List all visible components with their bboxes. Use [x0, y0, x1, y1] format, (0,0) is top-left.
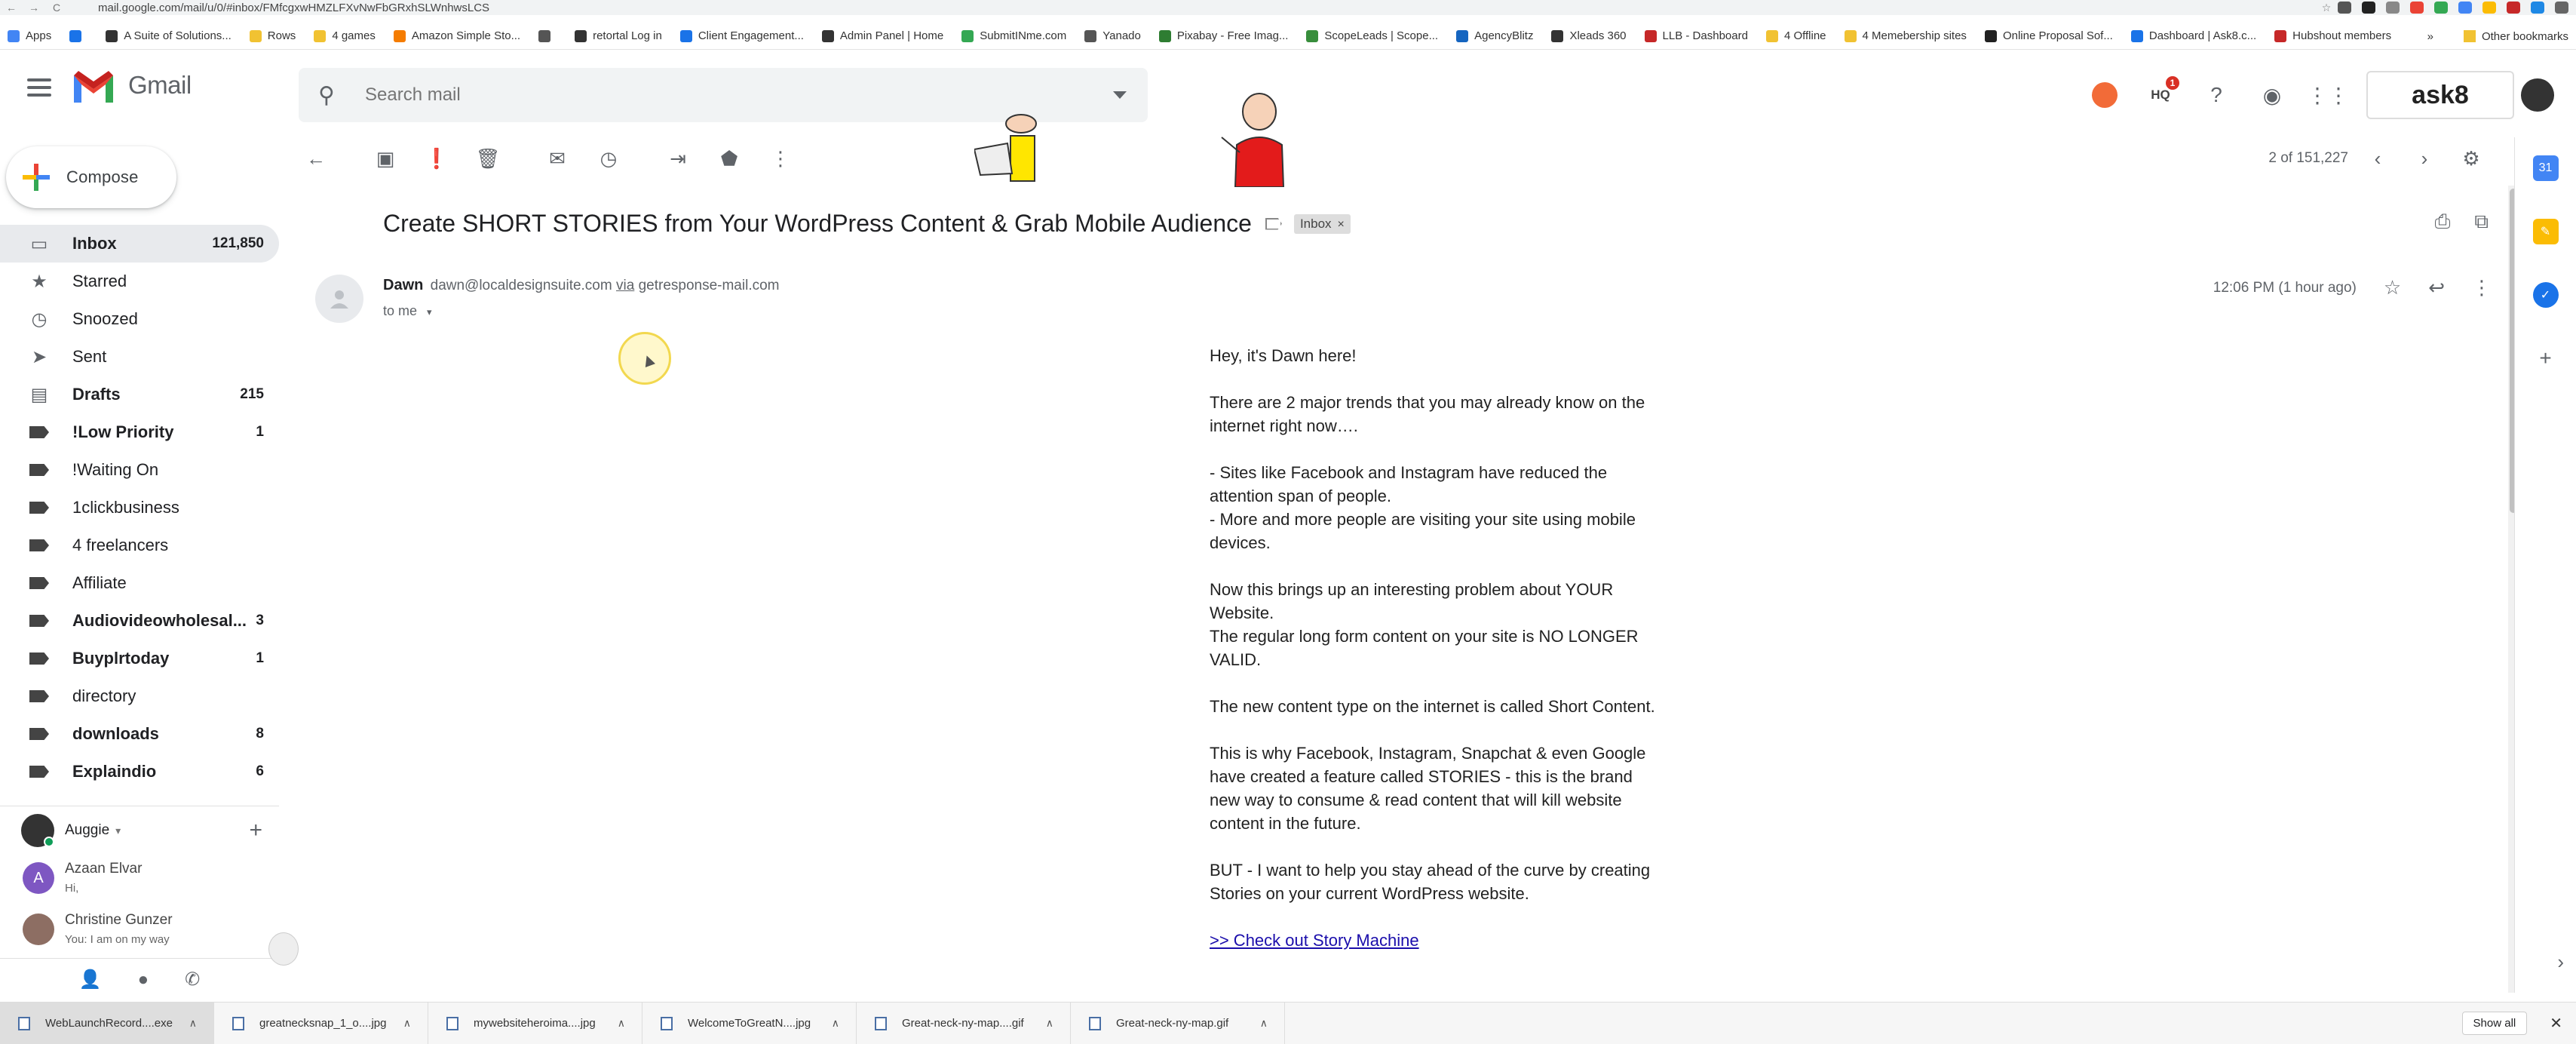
- bookmark-item[interactable]: [250, 29, 296, 42]
- extension-icon[interactable]: [2482, 2, 2496, 14]
- file-icon: [446, 1017, 458, 1030]
- bookmark-label: 4 games: [332, 29, 376, 42]
- gmail-m-icon: [71, 68, 116, 103]
- tasks-icon[interactable]: ✓: [2533, 282, 2559, 308]
- pager-count: 2 of 151,227: [2268, 150, 2348, 166]
- file-icon: [875, 1017, 887, 1030]
- bookmarks-bar: [0, 23, 2576, 50]
- add-addon-icon[interactable]: +: [2539, 346, 2552, 370]
- browser-url-bar: [0, 0, 2576, 15]
- new-chat-icon[interactable]: +: [249, 818, 262, 843]
- bookmark-item[interactable]: [680, 29, 804, 42]
- extension-orange-icon[interactable]: [2087, 78, 2122, 112]
- sidebar-item-4-freelancers[interactable]: [0, 527, 279, 564]
- bookmark-item[interactable]: [575, 29, 662, 42]
- extension-icon[interactable]: [2531, 2, 2544, 14]
- side-panel: [2514, 137, 2576, 993]
- bookmark-favicon-icon: [1456, 30, 1468, 42]
- download-filename: Great-neck-ny-map.gif: [1116, 1017, 1229, 1030]
- download-bar: [0, 1002, 2576, 1044]
- bookmark-label: Yanado: [1102, 29, 1141, 42]
- label-icon: [29, 723, 50, 745]
- bookmark-favicon-icon: [106, 30, 118, 42]
- sidebar-item-label: directory: [72, 686, 136, 705]
- sidebar-item-low-priority[interactable]: [0, 413, 279, 451]
- address-field[interactable]: mail.google.com/mail/u/0/#inbox/FMfcgxwHMZLFXvNwFbGRxhSLWnhwsLCS: [98, 1, 490, 14]
- file-icon: [661, 1017, 673, 1030]
- body-paragraph: Hey, it's Dawn here!: [1210, 346, 1357, 365]
- bookmark-item[interactable]: [1766, 29, 1826, 42]
- label-icon: [29, 497, 50, 518]
- remove-label-icon[interactable]: ×: [1337, 217, 1345, 231]
- bookmark-favicon-icon: [2131, 30, 2143, 42]
- forward-icon[interactable]: →: [29, 2, 39, 14]
- bookmark-label: Online Proposal Sof...: [2002, 29, 2113, 42]
- move-to-icon[interactable]: ⇥: [670, 146, 686, 170]
- label-icon: [29, 686, 50, 707]
- bookmark-item[interactable]: [69, 30, 87, 42]
- sidebar-item-waiting-on[interactable]: [0, 451, 279, 489]
- body-paragraph: This is why Facebook, Instagram, Snapchat & even Google have created a feature called STORIES - this is the brand new way to consume & read content that will kill website content in the future.: [1210, 744, 1646, 833]
- message-time: 12:06 PM (1 hour ago): [2213, 279, 2357, 296]
- email-subject: Create SHORT STORIES from Your WordPress Content & Grab Mobile Audience: [383, 210, 1252, 237]
- star-icon[interactable]: ☆: [2383, 276, 2402, 299]
- more-bookmarks-icon[interactable]: »: [2427, 29, 2433, 43]
- recipient-details[interactable]: [383, 303, 432, 319]
- subject-actions: [2435, 210, 2489, 234]
- hangouts-user-name: Auggie: [65, 822, 110, 838]
- via-link[interactable]: via: [616, 278, 635, 293]
- search-input[interactable]: [365, 84, 1044, 106]
- archive-icon[interactable]: ▣: [376, 146, 395, 170]
- sidebar-item-label: Affiliate: [72, 573, 127, 592]
- unread-count: 3: [256, 613, 264, 628]
- unread-count: 6: [256, 763, 264, 779]
- mouse-cursor: [618, 332, 671, 385]
- download-item[interactable]: [428, 1003, 642, 1044]
- snooze-icon[interactable]: ◷: [600, 146, 618, 170]
- email-body: [1210, 344, 1662, 952]
- bookmark-label: Amazon Simple Sto...: [411, 29, 521, 42]
- reply-icon[interactable]: ↩: [2428, 276, 2445, 299]
- bookmark-label: 4 Offline: [1783, 29, 1826, 42]
- bookmark-label: 4 Memebership sites: [1862, 29, 1967, 42]
- download-item[interactable]: [642, 1003, 857, 1044]
- chat-contact[interactable]: [0, 855, 279, 906]
- bookmark-label: Pixabay - Free Imag...: [1176, 29, 1289, 42]
- extension-icon[interactable]: [2410, 2, 2424, 14]
- bookmark-favicon-icon: [1766, 30, 1778, 42]
- body-paragraph: - Sites like Facebook and Instagram have reduced the attention span of people. - More and more people are visiting your site using mobile devices.: [1210, 463, 1636, 552]
- more-vert-icon[interactable]: ⋮: [2472, 276, 2492, 299]
- chat-icon[interactable]: ●: [137, 969, 149, 990]
- sender-line: [383, 277, 780, 294]
- bookmark-favicon-icon: [1845, 30, 1857, 42]
- extension-icons: [2338, 2, 2568, 14]
- message-meta: [2213, 276, 2492, 299]
- sidebar-item-label: Buyplrtoday: [72, 649, 170, 668]
- story-machine-link[interactable]: >> Check out Story Machine: [1210, 931, 1419, 950]
- label-icon: [29, 422, 50, 443]
- bookmark-item[interactable]: [1456, 29, 1533, 42]
- label-icon: [29, 459, 50, 481]
- expand-panel-icon[interactable]: ›: [2557, 950, 2564, 973]
- bookmark-item[interactable]: [394, 29, 520, 42]
- compose-label: Compose: [66, 167, 139, 186]
- sidebar-item-audiovideowholesal[interactable]: [0, 602, 279, 640]
- contact-list: [0, 855, 279, 957]
- sidebar-item-label: 4 freelancers: [72, 536, 169, 554]
- bookmark-favicon-icon: [680, 30, 692, 42]
- bookmark-label: retortal Log in: [593, 29, 662, 42]
- bookmark-favicon-icon: [1985, 30, 1997, 42]
- back-icon[interactable]: ←: [6, 2, 17, 14]
- compose-plus-icon: [23, 164, 50, 191]
- sidebar-item-affiliate[interactable]: [0, 564, 279, 602]
- bookmark-label: Xleads 360: [1569, 29, 1627, 42]
- unread-count: 1: [256, 650, 264, 666]
- help-icon[interactable]: ?: [2210, 83, 2222, 106]
- bookmark-item[interactable]: [2274, 29, 2391, 42]
- bookmark-label: A Suite of Solutions...: [124, 29, 232, 42]
- label-chip: [1294, 214, 1351, 234]
- bookmark-favicon-icon: [394, 30, 406, 42]
- bookmark-label: Rows: [267, 29, 296, 42]
- bookmark-item[interactable]: [538, 30, 557, 42]
- account-switch-icon[interactable]: ◉: [2262, 83, 2282, 107]
- other-bookmarks[interactable]: Other bookmarks: [2481, 29, 2568, 43]
- extension-icon[interactable]: [2386, 2, 2400, 14]
- bookmark-item[interactable]: [961, 29, 1066, 42]
- more-options-icon[interactable]: ⋮: [771, 146, 790, 170]
- sidebar-item-label: Audiovideowholesal...: [72, 611, 247, 630]
- bookmark-favicon-icon: [538, 30, 550, 42]
- bookmark-favicon-icon: [1084, 30, 1096, 42]
- bookmark-item[interactable]: [314, 29, 376, 42]
- sidebar-item-explaindio[interactable]: [0, 753, 279, 791]
- header-actions: [2087, 68, 2576, 122]
- via-domain: getresponse-mail.com: [638, 278, 780, 293]
- sidebar-item-sent[interactable]: [0, 338, 279, 376]
- download-item[interactable]: [857, 1003, 1071, 1044]
- label-icon: [29, 648, 50, 669]
- download-item[interactable]: [0, 1003, 214, 1044]
- extension-icon[interactable]: [2458, 2, 2472, 14]
- bookmark-label: SubmitINme.com: [980, 29, 1067, 42]
- draft-icon: ▤: [30, 384, 48, 405]
- download-filename: mywebsiteheroima....jpg: [474, 1017, 596, 1030]
- bookmark-favicon-icon: [822, 30, 834, 42]
- bookmark-favicon-icon: [2274, 30, 2286, 42]
- back-to-inbox-icon[interactable]: ←: [306, 146, 326, 170]
- label-icon: [29, 610, 50, 631]
- sidebar-item-label: Explaindio: [72, 762, 157, 781]
- label-icon: [29, 761, 50, 782]
- sender-avatar: [315, 275, 363, 323]
- bookmark-item[interactable]: [2131, 29, 2256, 42]
- notification-badge: 1: [2166, 76, 2179, 90]
- extension-icon[interactable]: [2362, 2, 2375, 14]
- bookmarks-overflow: [2417, 23, 2568, 50]
- body-paragraph: There are 2 major trends that you may already know on the internet right now….: [1210, 393, 1645, 435]
- contact-name: Azaan Elvar: [65, 861, 143, 877]
- extension-icon[interactable]: [2338, 2, 2351, 14]
- sidebar-item-directory[interactable]: [0, 677, 279, 715]
- hq-icon[interactable]: HQ 1: [2143, 78, 2178, 112]
- contact-name: Christine Gunzer: [65, 912, 173, 928]
- unread-count: 215: [240, 386, 264, 402]
- download-item[interactable]: [1071, 1003, 1285, 1044]
- sidebar-item-starred[interactable]: [0, 263, 279, 300]
- bookmark-label: ScopeLeads | Scope...: [1324, 29, 1439, 42]
- bookmark-item[interactable]: [1084, 29, 1141, 42]
- sidebar-item-1clickbusiness[interactable]: [0, 489, 279, 527]
- labels-icon[interactable]: ⬟: [720, 146, 738, 170]
- contacts-icon[interactable]: 👤: [78, 969, 102, 990]
- sidebar-item-label: Starred: [72, 272, 127, 290]
- calendar-icon[interactable]: 31: [2533, 155, 2559, 181]
- bookmark-label: Apps: [26, 29, 52, 42]
- label-icon: [29, 535, 50, 556]
- chat-contact[interactable]: [0, 906, 279, 957]
- hangouts-user[interactable]: [0, 806, 279, 855]
- unread-count: 121,850: [212, 235, 264, 251]
- bookmark-favicon-icon: [1159, 30, 1171, 42]
- chevron-up-icon[interactable]: ∧: [1259, 1017, 1268, 1029]
- inbox-icon: ▭: [30, 233, 48, 254]
- search-icon[interactable]: ⚲: [318, 82, 335, 108]
- body-paragraph: BUT - I want to help you stay ahead of the curve by creating Stories on your current WordPress website.: [1210, 861, 1651, 903]
- sidebar-item-label: Inbox: [72, 234, 117, 253]
- sidebar-item-snoozed[interactable]: [0, 300, 279, 338]
- sidebar-item-label: Snoozed: [72, 309, 138, 328]
- bookmark-favicon-icon: [1306, 30, 1318, 42]
- bookmark-item[interactable]: [822, 29, 943, 42]
- bookmark-item[interactable]: [1985, 29, 2113, 42]
- email-subject-row: [383, 210, 1351, 238]
- newer-icon[interactable]: ‹: [2374, 146, 2381, 170]
- download-item[interactable]: [214, 1003, 428, 1044]
- sidebar-item-buyplrtoday[interactable]: [0, 640, 279, 677]
- keep-icon[interactable]: ✎: [2533, 219, 2559, 244]
- file-icon: [18, 1017, 30, 1030]
- chevron-up-icon[interactable]: ∧: [189, 1017, 197, 1029]
- search-options-icon[interactable]: [1113, 91, 1127, 99]
- sidebar-item-inbox[interactable]: [0, 225, 279, 263]
- download-filename: greatnecksnap_1_o....jpg: [259, 1017, 387, 1030]
- open-new-window-icon[interactable]: ⧉: [2474, 210, 2489, 232]
- clock-icon: ◷: [31, 309, 48, 330]
- bookmark-favicon-icon: [69, 30, 81, 42]
- user-avatar: [21, 814, 54, 847]
- bookmark-favicon-icon: [250, 30, 262, 42]
- pager: [2268, 137, 2489, 180]
- bookmark-item[interactable]: [1306, 29, 1438, 42]
- bookmark-label: Admin Panel | Home: [839, 29, 944, 42]
- bookmark-favicon-icon: [575, 30, 587, 42]
- sidebar-item-label: downloads: [72, 724, 159, 743]
- label-icon: [29, 573, 50, 594]
- bookmark-label: Dashboard | Ask8.c...: [2148, 29, 2257, 42]
- file-icon: [1089, 1017, 1101, 1030]
- contact-last-message: You: I am on my way: [65, 933, 170, 946]
- extension-icon[interactable]: [2555, 2, 2568, 14]
- profile-avatar[interactable]: [2520, 78, 2555, 112]
- unread-count: 8: [256, 726, 264, 742]
- bookmark-item[interactable]: [1645, 29, 1748, 42]
- extension-icon[interactable]: [2434, 2, 2448, 14]
- bookmark-favicon-icon: [961, 30, 974, 42]
- extension-icon[interactable]: [2507, 2, 2520, 14]
- bookmark-label: Client Engagement...: [698, 29, 804, 42]
- bookmark-label: AgencyBlitz: [1474, 29, 1534, 42]
- bookmark-favicon-icon: [1551, 30, 1563, 42]
- bookmark-item[interactable]: [8, 29, 51, 42]
- app-name: Gmail: [128, 71, 192, 99]
- bookmark-star-icon[interactable]: ☆: [2321, 1, 2332, 14]
- download-filename: Great-neck-ny-map....gif: [902, 1017, 1024, 1030]
- contact-avatar: [23, 914, 54, 945]
- file-icon: [232, 1017, 244, 1030]
- sidebar-item-label: 1clickbusiness: [72, 498, 179, 517]
- chevron-up-icon[interactable]: ∧: [1045, 1017, 1053, 1029]
- download-filename: WebLaunchRecord....exe: [45, 1017, 173, 1030]
- sidebar-item-label: !Low Priority: [72, 422, 174, 441]
- bookmark-item[interactable]: [1845, 29, 1967, 42]
- bookmark-favicon-icon: [314, 30, 326, 42]
- show-all-downloads-button[interactable]: Show all: [2462, 1012, 2528, 1035]
- body-paragraph: Now this brings up an interesting problem about YOUR Website. The regular long form content on your site is NO LONGER VALID.: [1210, 580, 1639, 669]
- delete-icon[interactable]: 🗑: [475, 146, 501, 170]
- download-filename: WelcomeToGreatN....jpg: [688, 1017, 811, 1030]
- hangouts-pop-icon[interactable]: [268, 932, 299, 966]
- sidebar-item-downloads[interactable]: [0, 715, 279, 753]
- bookmark-item[interactable]: [1551, 29, 1626, 42]
- bookmark-favicon-icon: [8, 30, 20, 42]
- chevron-up-icon[interactable]: ∧: [617, 1017, 625, 1029]
- bookmark-favicon-icon: [1645, 30, 1657, 42]
- recipient-text: to me: [383, 303, 418, 318]
- chevron-up-icon[interactable]: ∧: [831, 1017, 839, 1029]
- chevron-down-icon[interactable]: ▾: [427, 306, 432, 318]
- report-spam-icon[interactable]: ❗: [424, 146, 449, 170]
- label-chip-text: Inbox: [1299, 216, 1332, 231]
- person-icon: [328, 287, 351, 310]
- contact-last-message: Hi,: [65, 882, 79, 895]
- close-icon[interactable]: ✕: [2550, 1015, 2562, 1032]
- folder-icon: [2464, 30, 2476, 42]
- brand-badge[interactable]: ask8: [2366, 71, 2514, 119]
- message-toolbar: [299, 137, 2498, 180]
- chevron-up-icon[interactable]: ∧: [403, 1017, 411, 1029]
- importance-marker-icon[interactable]: [1265, 218, 1282, 230]
- sidebar-item-label: Drafts: [72, 385, 121, 404]
- phone-icon[interactable]: ✆: [185, 969, 201, 990]
- bookmark-label: Hubshout members: [2292, 29, 2392, 42]
- sender-email: dawn@localdesignsuite.com: [430, 278, 612, 293]
- compose-button[interactable]: [6, 146, 176, 208]
- bookmark-item[interactable]: [1159, 29, 1289, 42]
- mark-unread-icon[interactable]: ✉: [549, 146, 566, 170]
- hangouts-footer: [0, 958, 279, 1000]
- sender-name[interactable]: Dawn: [383, 277, 424, 293]
- sidebar-item-label: Sent: [72, 347, 107, 366]
- sidebar-item-label: !Waiting On: [72, 460, 159, 479]
- hangouts-panel: [0, 806, 279, 957]
- settings-gear-icon[interactable]: ⚙: [2462, 146, 2480, 170]
- older-icon[interactable]: ›: [2421, 146, 2428, 170]
- bookmark-item[interactable]: [106, 29, 232, 42]
- sidebar-item-drafts[interactable]: [0, 376, 279, 413]
- chevron-down-icon[interactable]: ▾: [115, 824, 121, 837]
- bookmark-label: LLB - Dashboard: [1662, 29, 1748, 42]
- gmail-logo[interactable]: [71, 68, 192, 103]
- contact-avatar: A: [23, 862, 54, 894]
- print-icon[interactable]: ⎙: [2434, 210, 2451, 232]
- sidebar-nav: [0, 225, 279, 791]
- send-icon: ➤: [31, 346, 48, 367]
- main-menu-icon[interactable]: [27, 78, 51, 97]
- reload-icon[interactable]: C: [52, 2, 61, 14]
- star-icon: ★: [31, 271, 48, 292]
- body-paragraph: The new content type on the internet is called Short Content.: [1210, 697, 1655, 716]
- unread-count: 1: [256, 424, 264, 440]
- apps-grid-icon[interactable]: ⋮⋮: [2307, 83, 2349, 107]
